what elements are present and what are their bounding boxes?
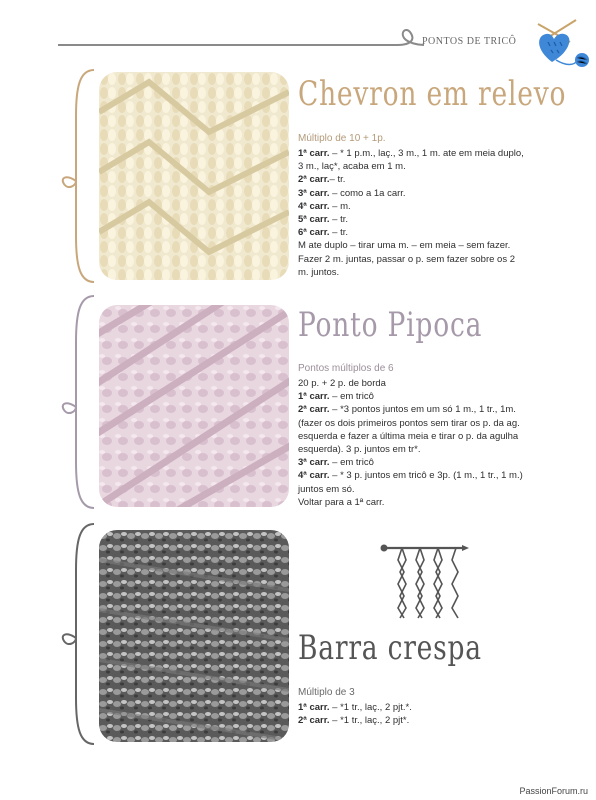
popcorn-swatch-image: [99, 305, 289, 507]
instruction-line: 2ª carr.– tr.: [298, 174, 346, 186]
instruction-line: 1ª carr. – *1 tr., laç., 2 pjt.*.: [298, 702, 412, 713]
instruction-line: 1ª carr. – * 1 p.m., laç., 3 m., 1 m. ate em meia duplo,: [298, 148, 524, 159]
instruction-line: 3ª carr. – em tricô: [298, 457, 374, 469]
instructions-textured: [298, 701, 412, 727]
instructions-popcorn: [298, 377, 523, 509]
instruction-line: 6ª carr. – tr.: [298, 227, 348, 239]
section-subtitle-chevron: Múltiplo de 10 + 1p.: [298, 133, 386, 144]
knitting-needle-icon: [380, 540, 470, 620]
instruction-line: 20 p. + 2 p. de borda: [298, 378, 386, 389]
bracket-3: [58, 520, 98, 750]
instruction-line: 2ª carr. – *3 pontos juntos em um só 1 m., 1 tr., 1m.: [298, 404, 516, 416]
section-title-popcorn: Ponto Pipoca: [298, 305, 483, 345]
instruction-line: 3ª carr. – como a 1a carr.: [298, 187, 406, 199]
instruction-line: m. juntos.: [298, 266, 340, 278]
instruction-line: esquerda e fazer a última meia e tirar o p. da agulha: [298, 430, 519, 442]
instruction-line: 2ª carr. – *1 tr., laç., 2 pjt*.: [298, 715, 410, 727]
section-subtitle-textured: Múltiplo de 3: [298, 687, 355, 698]
instruction-line: 4ª carr. – m.: [298, 200, 351, 212]
instruction-line: esquerda). 3 p. juntos em tr*.: [298, 444, 421, 456]
section-title-textured: Barra crespa: [298, 628, 482, 668]
instruction-line: 4ª carr. – * 3 p. juntos em tricô e 3p. (1 m., 1 tr., 1 m.): [298, 470, 523, 482]
instruction-line: (fazer os dois primeiros pontos sem tirar os p. da ag.: [298, 417, 520, 429]
instruction-line: juntos em só.: [298, 483, 355, 495]
instruction-line: Voltar para a 1ª carr.: [298, 496, 385, 508]
textured-swatch-image: [99, 530, 289, 742]
header-rule: [58, 44, 398, 46]
instructions-chevron: [298, 147, 524, 279]
bracket-1: [58, 66, 98, 288]
instruction-line: 3 m., laç*, acaba em 1 m.: [298, 161, 406, 173]
watermark: PassionForum.ru: [519, 786, 588, 796]
instruction-line: M ate duplo – tirar uma m. – em meia – sem fazer.: [298, 240, 511, 252]
instruction-line: 5ª carr. – tr.: [298, 214, 348, 226]
bracket-2: [58, 292, 98, 514]
chevron-swatch-image: [99, 72, 289, 280]
section-title-chevron: Chevron em relevo: [298, 74, 567, 114]
instruction-line: Fazer 2 m. juntas, passar o p. sem fazer sobre os 2: [298, 253, 516, 265]
yarn-heart-icon: [526, 14, 592, 74]
header-title: PONTOS DE TRICÔ: [422, 36, 517, 47]
instruction-line: 1ª carr. – em tricô: [298, 391, 374, 403]
section-subtitle-popcorn: Pontos múltiplos de 6: [298, 363, 394, 374]
